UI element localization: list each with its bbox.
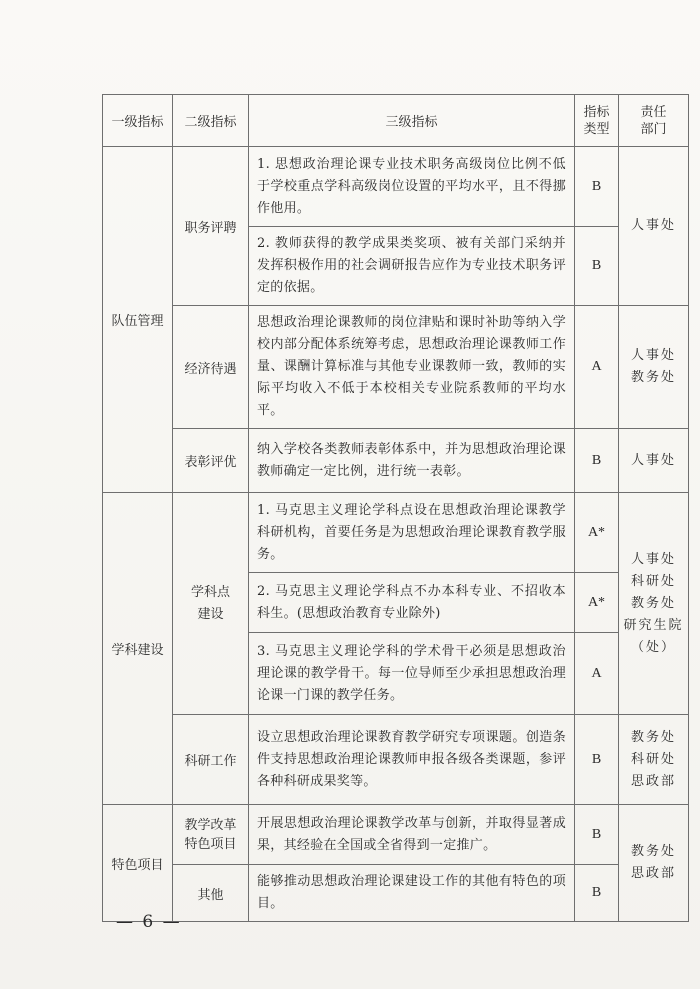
table-row — [103, 429, 689, 493]
type-cell: B — [575, 715, 619, 805]
level2-cell: 表彰评优 — [173, 429, 249, 493]
level3-cell: 纳入学校各类教师表彰体系中，并为思想政治理论课教师确定一定比例，进行统一表彰。 — [249, 429, 575, 493]
table-header-row — [103, 95, 689, 147]
header-level3: 三级指标 — [249, 95, 575, 147]
table-row — [103, 715, 689, 805]
table-row — [103, 147, 689, 227]
page-number: — 6 — — [116, 912, 182, 932]
dept-cell: 人事处 — [619, 147, 689, 306]
level3-cell: 能够推动思想政治理论课建设工作的其他有特色的项目。 — [249, 865, 575, 922]
type-cell: A — [575, 633, 619, 715]
table-row — [103, 306, 689, 429]
indicator-table — [102, 94, 689, 922]
dept-cell: 人事处 科研处 教务处 研究生院 （处） — [619, 493, 689, 715]
header-level1: 一级指标 — [103, 95, 173, 147]
level2-cell: 科研工作 — [173, 715, 249, 805]
type-cell: B — [575, 147, 619, 227]
level2-cell: 职务评聘 — [173, 147, 249, 306]
level3-cell: 1. 马克思主义理论学科点设在思想政治理论课教学科研机构，首要任务是为思想政治理论课教育教学服务。 — [249, 493, 575, 573]
header-level2: 二级指标 — [173, 95, 249, 147]
level1-cell: 学科建设 — [103, 493, 173, 805]
type-cell: A* — [575, 493, 619, 573]
level2-cell: 学科点 建设 — [173, 493, 249, 715]
level1-cell: 特色项目 — [103, 805, 173, 922]
header-dept: 责任 部门 — [619, 95, 689, 147]
type-cell: B — [575, 805, 619, 865]
type-cell: B — [575, 429, 619, 493]
level3-cell: 思想政治理论课教师的岗位津贴和课时补助等纳入学校内部分配体系统筹考虑，思想政治理论课教师工作量、课酬计算标准与其他专业课教师一致，教师的实际平均收入不低于本校相关专业院系教师的平均水平。 — [249, 306, 575, 429]
level2-cell: 经济待遇 — [173, 306, 249, 429]
dept-cell: 教务处 思政部 — [619, 805, 689, 922]
type-cell: A — [575, 306, 619, 429]
type-cell: B — [575, 227, 619, 306]
header-type: 指标 类型 — [575, 95, 619, 147]
level1-cell: 队伍管理 — [103, 147, 173, 493]
level3-cell: 开展思想政治理论课教学改革与创新，并取得显著成果，其经验在全国或全省得到一定推广。 — [249, 805, 575, 865]
dept-cell: 教务处 科研处 思政部 — [619, 715, 689, 805]
level2-cell: 教学改革 特色项目 — [173, 805, 249, 865]
dept-cell: 人事处 教务处 — [619, 306, 689, 429]
type-cell: B — [575, 865, 619, 922]
table-row — [103, 805, 689, 865]
level2-cell: 其他 — [173, 865, 249, 922]
level3-cell: 2. 马克思主义理论学科点不办本科专业、不招收本科生。(思想政治教育专业除外) — [249, 573, 575, 633]
level3-cell: 2. 教师获得的教学成果类奖项、被有关部门采纳并发挥积极作用的社会调研报告应作为专业技术职务评定的依据。 — [249, 227, 575, 306]
table-row — [103, 865, 689, 922]
dept-cell: 人事处 — [619, 429, 689, 493]
level3-cell: 3. 马克思主义理论学科的学术骨干必须是思想政治理论课的教学骨干。每一位导师至少承担思想政治理论课一门课的教学任务。 — [249, 633, 575, 715]
level3-cell: 设立思想政治理论课教育教学研究专项课题。创造条件支持思想政治理论课教师申报各级各类课题，参评各种科研成果奖等。 — [249, 715, 575, 805]
type-cell: A* — [575, 573, 619, 633]
level3-cell: 1. 思想政治理论课专业技术职务高级岗位比例不低于学校重点学科高级岗位设置的平均水平，且不得挪作他用。 — [249, 147, 575, 227]
table-row — [103, 493, 689, 573]
